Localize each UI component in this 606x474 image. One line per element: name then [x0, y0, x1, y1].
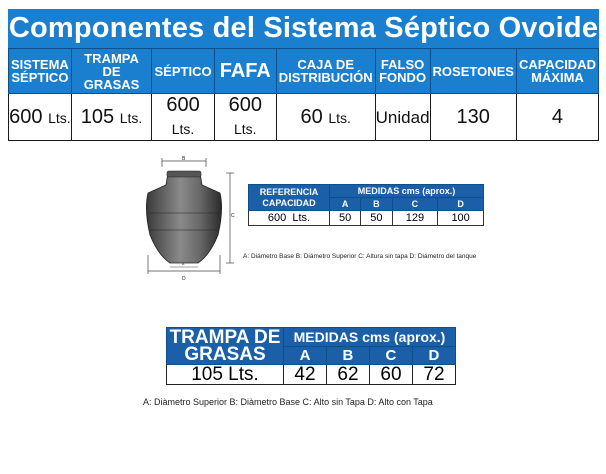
grease-capacity: 105 Lts. [167, 365, 284, 385]
grease-col-c: C [369, 347, 412, 365]
tank-diagram [140, 155, 240, 285]
septic-value-d: 100 [438, 211, 484, 226]
grease-measures-row [167, 365, 456, 385]
grease-value-a: 42 [284, 365, 327, 385]
septic-ref-header: REFERENCIA CAPACIDAD [249, 185, 330, 211]
label-d: D [182, 276, 186, 282]
grease-value-b: 62 [326, 365, 369, 385]
value-trampa-grasas: 105 Lts. [71, 94, 152, 141]
header-falso-fondo: FALSO FONDO [375, 49, 430, 94]
septic-col-b: B [361, 198, 392, 211]
septic-legend: A: Diámetro Base B: Diámetro Superior C: Altura sin tapa D: Diámetro del tanque [243, 253, 477, 260]
grease-measures-header: MEDIDAS cms (aprox.) [284, 328, 456, 347]
header-caja-distribucion: CAJA DE DISTRIBUCIÓN [276, 49, 375, 94]
header-rosetones: ROSETONES [430, 49, 516, 94]
grease-value-d: 72 [412, 365, 455, 385]
septic-value-b: 50 [361, 211, 392, 226]
label-a: A [182, 262, 185, 266]
tank-lid [167, 171, 201, 177]
value-falso-fondo: Unidad [375, 94, 430, 141]
header-septico: SÉPTICO [152, 49, 214, 94]
septic-measures-row [249, 211, 484, 226]
septic-measures-header: MEDIDAS cms (aprox.) [330, 185, 484, 198]
header-fafa: FAFA [214, 49, 276, 94]
components-table [8, 48, 599, 141]
septic-col-d: D [438, 198, 484, 211]
header-trampa-grasas: TRAMPA DE GRASAS [71, 49, 152, 94]
value-rosetones: 130 [430, 94, 516, 141]
septic-col-c: C [392, 198, 438, 211]
septic-value-c: 129 [392, 211, 438, 226]
grease-col-b: B [326, 347, 369, 365]
septic-col-a: A [330, 198, 361, 211]
septic-value-a: 50 [330, 211, 361, 226]
septic-capacity: 600 Lts. [249, 211, 330, 226]
components-header-row [9, 49, 599, 94]
components-values-row [9, 94, 599, 141]
septic-measures-table [248, 184, 484, 226]
header-capacidad-maxima: CAPACIDAD MÁXIMA [516, 49, 598, 94]
label-b: B [182, 156, 186, 162]
grease-trap-measures-table [166, 327, 456, 385]
grease-ref-header: TRAMPA DE GRASAS [167, 328, 284, 365]
value-capacidad-maxima: 4 [516, 94, 598, 141]
grease-col-a: A [284, 347, 327, 365]
grease-col-d: D [412, 347, 455, 365]
grease-value-c: 60 [369, 365, 412, 385]
value-caja-distribucion: 60 Lts. [276, 94, 375, 141]
value-fafa: 600 Lts. [214, 94, 276, 141]
label-c: C [231, 213, 235, 219]
header-sistema-septico: SISTEMA SÉPTICO [9, 49, 72, 94]
grease-legend: A: Diàmetro Superior B: Diàmetro Base C: Alto sin Tapa D: Alto con Tapa [143, 397, 433, 407]
tank-body [146, 173, 221, 263]
value-septico: 600 Lts. [152, 94, 214, 141]
page-title: Componentes del Sistema Séptico Ovoide [8, 9, 599, 48]
value-sistema-septico: 600 Lts. [9, 94, 72, 141]
